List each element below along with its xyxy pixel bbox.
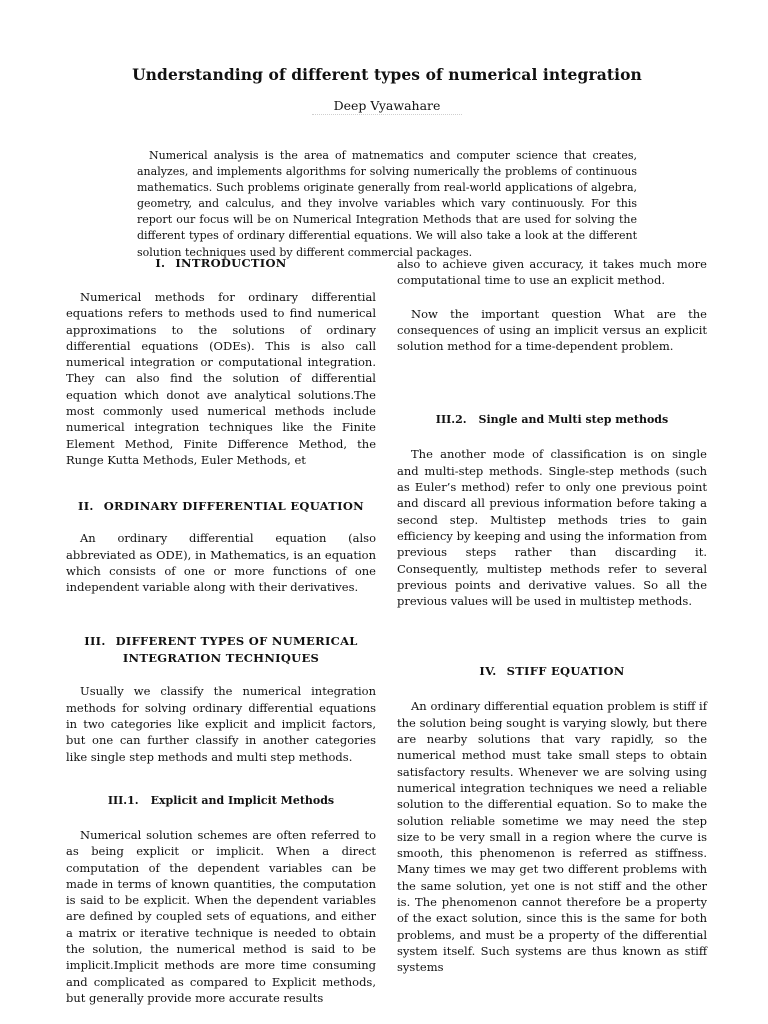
section-heading-introduction: I. INTRODUCTION — [155, 256, 287, 270]
subsection-heading-explicit-implicit: III.1. Explicit and Implicit Methods — [107, 793, 335, 807]
right-column — [397, 256, 707, 976]
section-heading-stiff: IV. STIFF EQUATION — [479, 664, 625, 679]
explicit-implicit-continued: also to achieve given accuracy, it takes much more computational time to use an explicit method. — [397, 257, 707, 288]
section-heading-types: III. DIFFERENT TYPES OF NUMERICAL INTEGRATION TECHNIQUES — [84, 634, 358, 666]
author-name: Deep Vyawahare — [333, 98, 441, 113]
introduction-body: Numerical methods for ordinary differential equations refers to methods used to find numerical approximations to the solutions of ordinary differential equations (ODEs). This is also call numerical integration or computational integration. They can also find the solution of differential equation which donot ave analytical solutions.The most commonly used numerical methods include numerical integration techniques like the Finite Element Method, Finite Difference Method, the Runge Kutta Methods, Euler Methods, et — [66, 290, 376, 467]
types-body: Usually we classify the numerical integration methods for solving ordinary differential equations in two categories like explicit and implicit factors, but one can further classify in another categories like single step methods and multi step methods. — [66, 684, 376, 764]
ode-body: An ordinary differential equation (also abbreviated as ODE), in Mathematics, is an equation which consists of one or more functions of one independent variable along with their derivatives. — [66, 531, 376, 595]
author-affiliation-smudge — [312, 114, 462, 118]
implicit-explicit-question: Now the important question What are the consequences of using an implicit versus an explicit solution method for a time-dependent problem. — [397, 306, 707, 354]
stiff-equation-body: An ordinary differential equation problem is stiff if the solution being sought is varying slowly, but there are nearby solutions that vary rapidly, so the numerical method must take small steps to obtain satisfactory results. Whenever we are solving using numerical integration techniques we need a reliable solution to the differential equation. So to make the solution reliable sometime we may need the step size to be very small in a region where the curve is smooth, this phenomenon is referred as stiffness. Many times we may get two different problems with the same solution, yet one is not stiff and the other is. The phenomenon cannot therefore be a property of the exact solution, since this is the same for both problems, and must be a property of the differential system itself. Such systems are thus known as stiff systems — [397, 699, 707, 975]
left-column — [66, 255, 376, 1006]
subsection-heading-single-multi: III.2. Single and Multi step methods — [435, 413, 669, 427]
explicit-implicit-body: Numerical solution schemes are often referred to as being explicit or implicit. When a direct computation of the dependent variables can be made in terms of known quantities, the computation is said to be explicit. When the dependent variables are defined by coupled sets of equations, and either a matrix or iterative technique is needed to obtain the solution, the numerical method is said to be implicit.Implicit methods are more time consuming and complicated as compared to Explicit methods, but generally provide more accurate results — [66, 827, 376, 1005]
single-multi-body: The another mode of classification is on single and multi-step methods. Single-step methods (such as Euler’s method) refer to only one previous point and discard all previous information before taking a second step. Multistep methods tries to gain efficiency by keeping and using the information from previous steps rather than discarding it. Consequently, multistep methods refer to several previous points and derivative values. So all the previous values will be used in multistep methods. — [397, 447, 707, 609]
abstract: Numerical analysis is the area of matnematics and computer science that creates, analyzes, and implements algorithms for solving numerically the problems of continuous mathematics. Such problems originate generally from real-world applications of algebra, geometry, and calculus, and they involve variables which vary continuously. For this report our focus will be on Numerical Integration Methods that are used for solving the different types of ordinary differential equations. We will also take a look at the different solution techniques used by different commercial packages. — [137, 149, 637, 259]
paper-title: Understanding of different types of numerical integration — [132, 65, 642, 84]
section-heading-ode: II. ORDINARY DIFFERENTIAL EQUATION — [78, 499, 364, 514]
